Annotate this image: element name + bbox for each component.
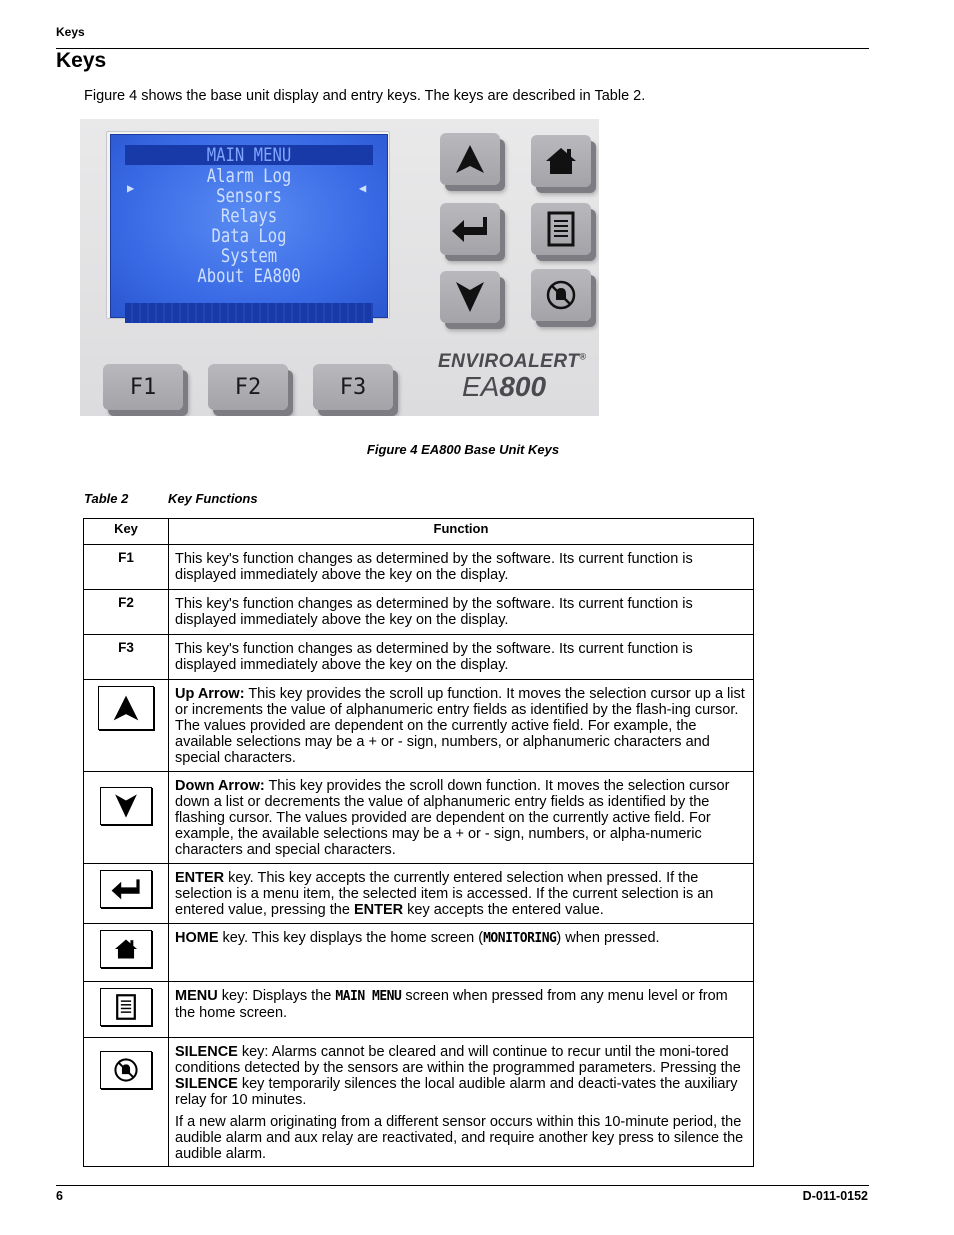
up-arrow-key	[440, 133, 500, 185]
header-rule	[56, 48, 869, 49]
enter-icon	[100, 870, 152, 908]
f1-key: F1	[103, 364, 183, 410]
lcd-screen	[110, 134, 388, 318]
running-head: Keys	[56, 25, 85, 39]
enter-icon	[450, 214, 490, 244]
lcd-menu-item: System	[220, 245, 278, 267]
lcd-menu-item: Data Log	[211, 225, 287, 247]
table-row	[84, 772, 754, 864]
function-cell: This key's function changes as determined by the software. Its current function is displayed immediately above the key on the display.	[169, 545, 754, 590]
table-row	[84, 680, 754, 772]
lcd-menu-item: Relays	[220, 205, 278, 227]
function-cell: Up Arrow: This key provides the scroll up function. It moves the selection cursor up a list or increments the value of alphanumeric entry fields as identified by the flash-ing cursor. The values provided are dependent on the currently active field. For example, the available selections may be a + or - sign, numbers, or alphanumeric characters and special characters.	[169, 680, 754, 772]
table-row	[84, 590, 754, 635]
table-title: Key Functions	[168, 491, 258, 506]
lcd-menu-item: Sensors	[216, 185, 282, 207]
down-arrow-icon	[453, 279, 487, 315]
intro-paragraph: Figure 4 shows the base unit display and entry keys. The keys are described in Table 2.	[84, 88, 646, 104]
up-arrow-icon	[98, 686, 154, 730]
lcd-menu-item: About EA800	[197, 265, 301, 287]
column-header-key: Key	[84, 519, 169, 545]
home-icon	[544, 146, 578, 176]
menu-icon	[546, 211, 576, 247]
document-number: D-011-0152	[802, 1189, 868, 1203]
model-wordmark: EA800	[462, 371, 547, 402]
key-cell: F2	[84, 590, 169, 635]
lcd-menu-title: MAIN MENU	[206, 144, 292, 166]
up-arrow-icon	[453, 142, 487, 176]
table-row	[84, 982, 754, 1038]
menu-icon	[100, 988, 152, 1026]
home-key	[531, 135, 591, 187]
column-header-function: Function	[169, 519, 754, 545]
menu-key	[531, 203, 591, 255]
home-icon	[100, 930, 152, 968]
footer-rule	[56, 1185, 869, 1186]
function-cell: SILENCE key: Alarms cannot be cleared and will continue to recur until the moni-tored conditions detected by the sensors are within the programmed parameters. Pressing the SILENCE key temporarily silences the local audible alarm and deacti-vates the auxiliary relay for 10 minutes. If a new alarm originating from a different sensor occurs within this 10-minute period, the audible alarm and aux relay are reactivated, and require another key press to silence the audible alarm.	[169, 1038, 754, 1167]
page-title: Keys	[56, 49, 107, 72]
lcd-left-marker-icon: ◀	[359, 181, 367, 195]
function-cell: ENTER key. This key accepts the currently entered selection when pressed. If the selection is a menu item, the selected item is accessed. If the current selection is an entered value, pressing the ENTER key accepts the entered value.	[169, 864, 754, 924]
lcd-menu-item: Alarm Log	[206, 165, 292, 187]
silence-icon	[545, 279, 577, 311]
silence-icon	[100, 1051, 152, 1089]
down-arrow-key	[440, 271, 500, 323]
silence-key	[531, 269, 591, 321]
function-cell: This key's function changes as determined by the software. Its current function is displayed immediately above the key on the display.	[169, 590, 754, 635]
key-cell	[84, 924, 169, 982]
table-row	[84, 864, 754, 924]
table-row	[84, 924, 754, 982]
key-cell	[84, 864, 169, 924]
key-cell: F1	[84, 545, 169, 590]
f3-key: F3	[313, 364, 393, 410]
function-cell: This key's function changes as determined by the software. Its current function is displayed immediately above the key on the display.	[169, 635, 754, 680]
key-cell	[84, 982, 169, 1038]
enter-key	[440, 203, 500, 255]
table-row	[84, 545, 754, 590]
brand-wordmark: ENVIROALERT®	[438, 351, 587, 372]
lcd-right-marker-icon: ▶	[127, 181, 135, 195]
key-cell	[84, 680, 169, 772]
function-cell: MENU key: Displays the MAIN MENU screen when pressed from any menu level or from the home screen.	[169, 982, 754, 1038]
table-row	[84, 635, 754, 680]
page-number: 6	[56, 1189, 63, 1203]
lcd-softkey-bar	[125, 303, 373, 323]
figure-caption: Figure 4 EA800 Base Unit Keys	[366, 442, 560, 457]
function-cell: HOME key. This key displays the home screen (MONITORING) when pressed.	[169, 924, 754, 982]
table-label: Table 2	[84, 491, 129, 506]
key-functions-table	[83, 518, 754, 1167]
table-row	[84, 1038, 754, 1167]
function-cell: Down Arrow: This key provides the scroll down function. It moves the selection cursor down a list or decrements the value of alphanumeric entry fields as identified by the flashing cursor. The values provided are dependent on the currently active field. For example, the available selections may be a + or - sign, numbers, or alpha-numeric characters and special characters.	[169, 772, 754, 864]
down-arrow-icon	[100, 787, 152, 825]
key-cell: F3	[84, 635, 169, 680]
table-header-row	[84, 519, 754, 545]
key-cell	[84, 1038, 169, 1167]
figure-ea800-keypad	[80, 119, 599, 416]
key-cell	[84, 772, 169, 864]
f2-key: F2	[208, 364, 288, 410]
